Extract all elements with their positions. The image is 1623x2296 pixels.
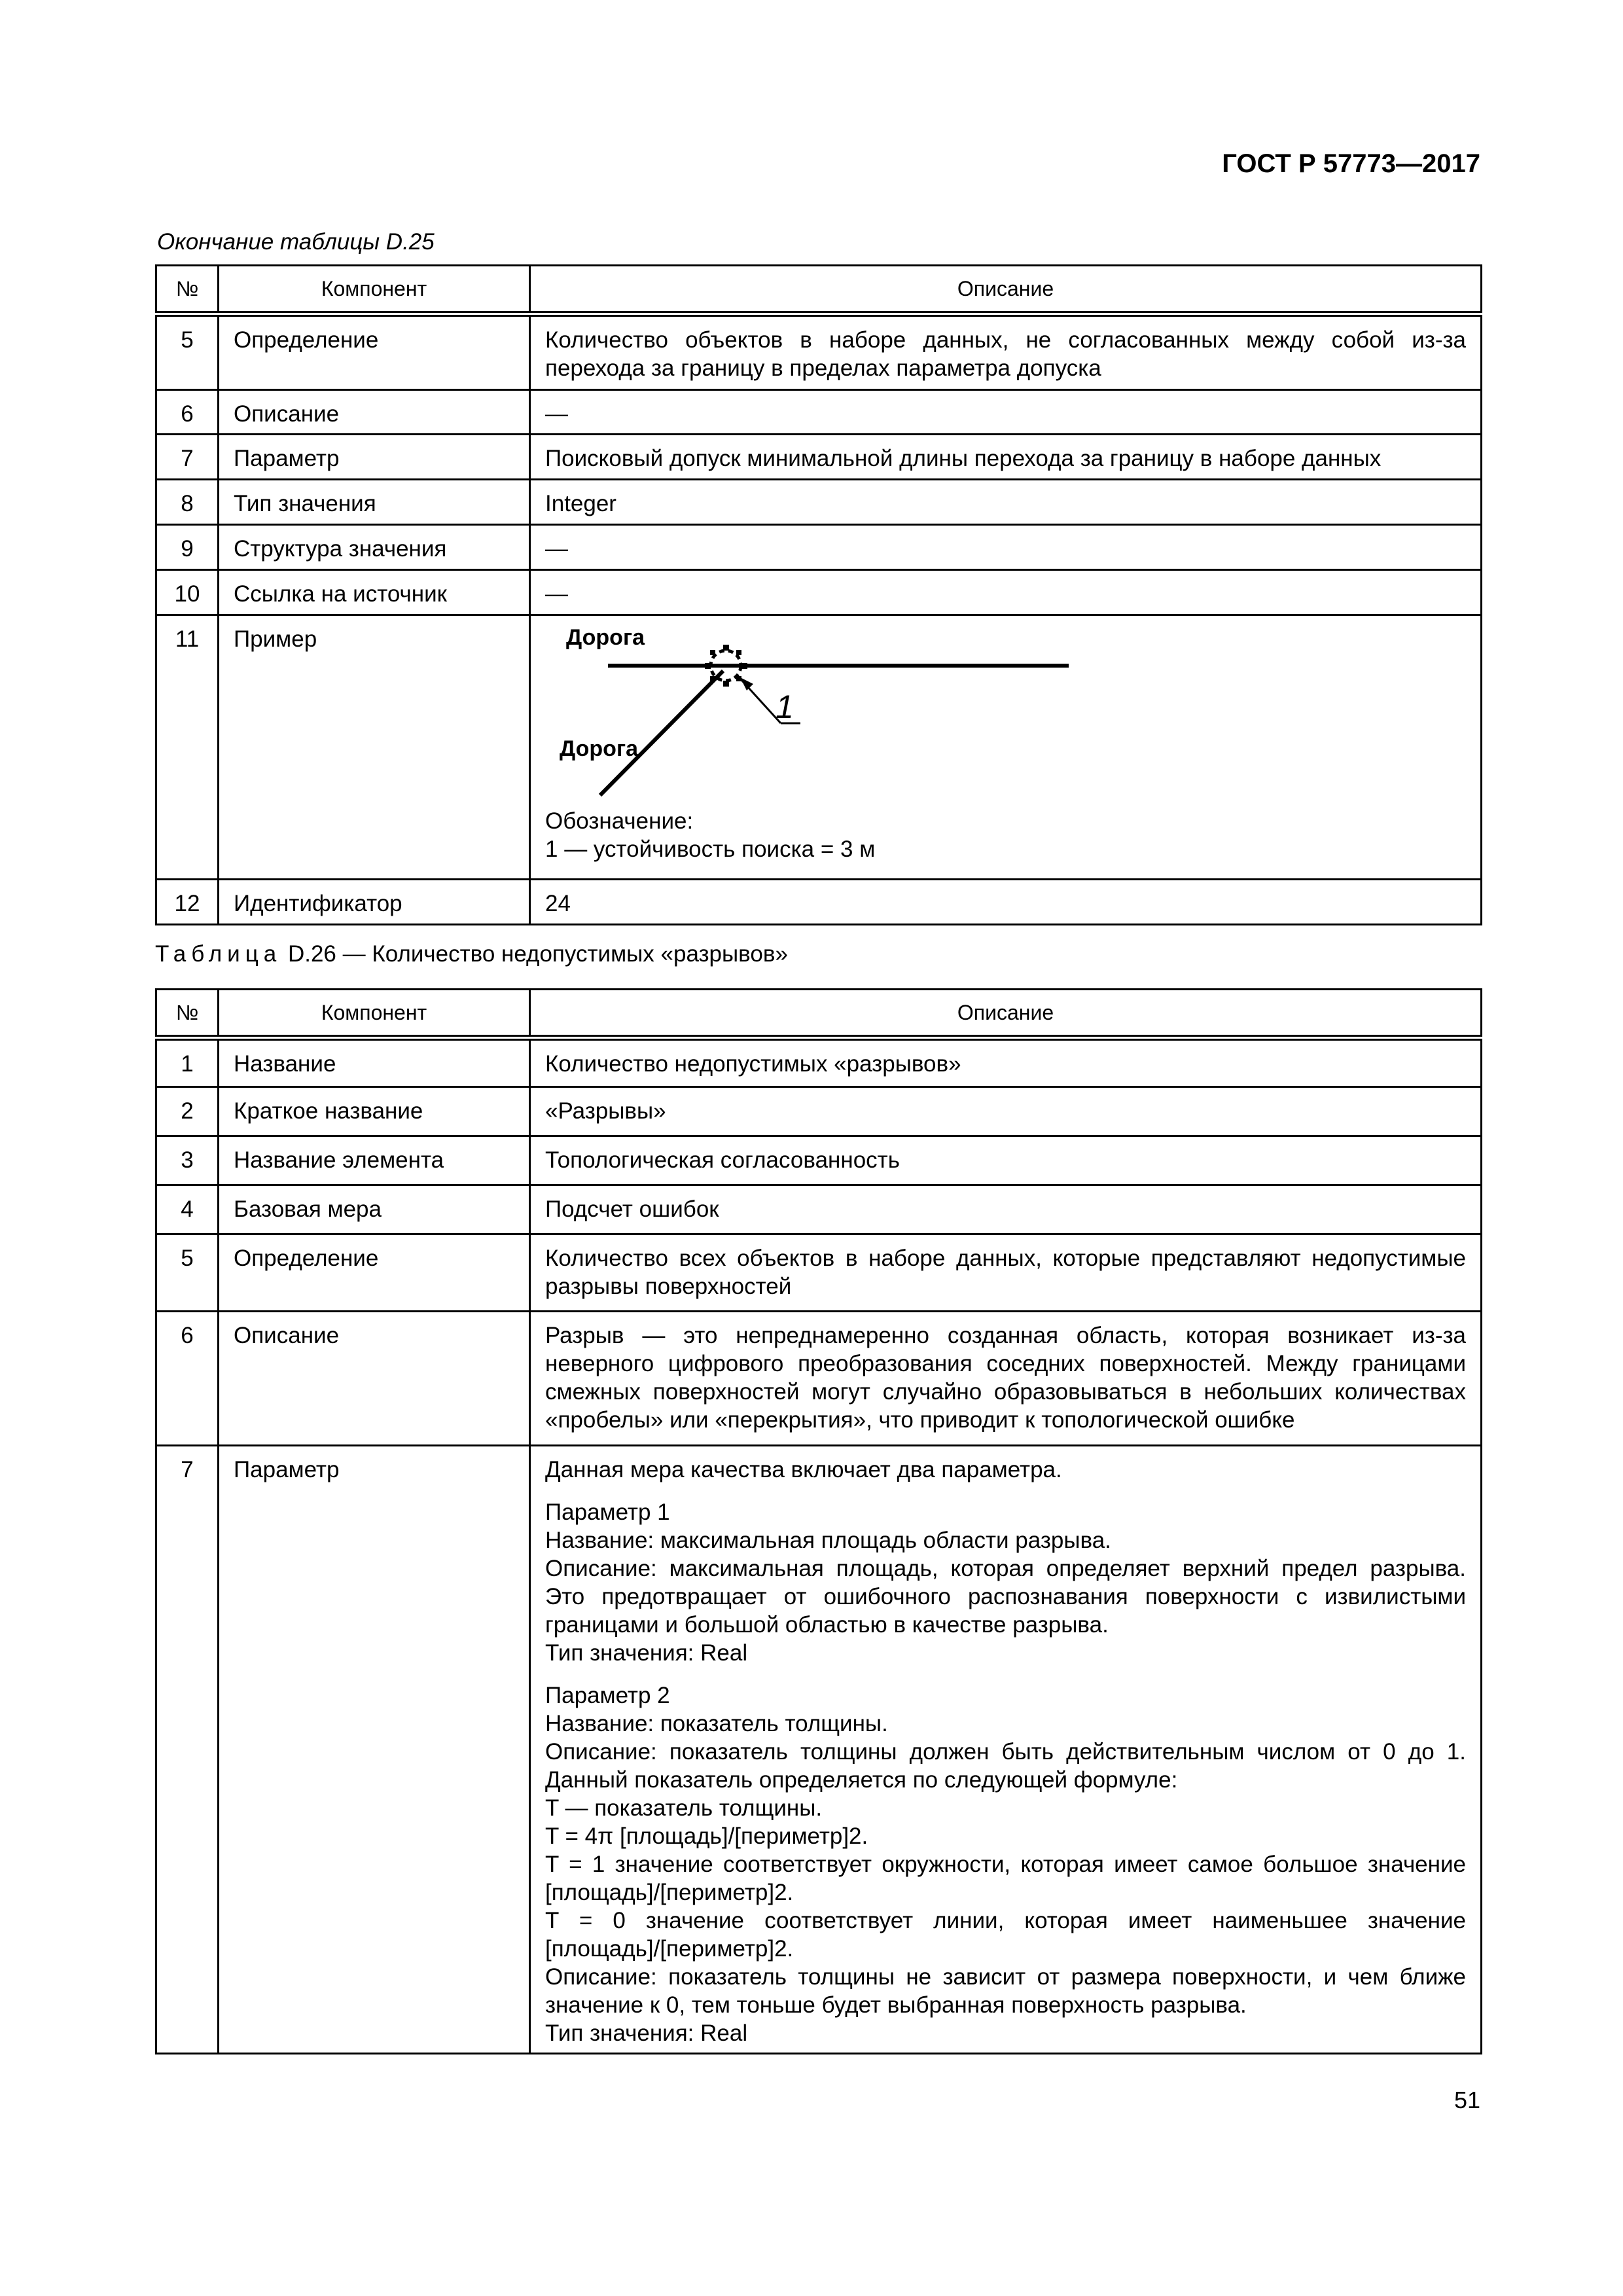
row-description: Топологическая согласованность bbox=[530, 1136, 1482, 1185]
row-description: Integer bbox=[530, 480, 1482, 525]
callout-number: 1 bbox=[776, 689, 794, 725]
table-row bbox=[156, 1446, 1482, 2054]
text-line: Описание: показатель толщины не зависит от размера поверхности, и чем ближе значение к 0, тем тоньше будет выбранная поверхность разрыва. bbox=[545, 1964, 1466, 2018]
col-header-description: Описание bbox=[530, 990, 1482, 1038]
row-component: Название bbox=[219, 1038, 530, 1087]
col-header-num: № bbox=[156, 990, 219, 1038]
row-component: Параметр bbox=[219, 435, 530, 480]
text-line: T = 1 значение соответствует окружности, которая имеет самое большое значение [площадь]/[периметр]2. bbox=[545, 1852, 1466, 1905]
col-header-component: Компонент bbox=[219, 266, 530, 314]
parameter-2-block bbox=[545, 1681, 1466, 2047]
row-num: 10 bbox=[156, 570, 219, 615]
col-header-description: Описание bbox=[530, 266, 1482, 314]
row-num: 5 bbox=[156, 1234, 219, 1312]
row-description: 24 bbox=[530, 880, 1482, 925]
table-d26 bbox=[155, 988, 1482, 2054]
road-label-top: Дорога bbox=[566, 625, 645, 650]
table2-caption bbox=[155, 941, 788, 967]
text-line: Тип значения: Real bbox=[545, 2020, 748, 2046]
row-num: 11 bbox=[156, 615, 219, 880]
row-description: Поисковый допуск минимальной длины перехода за границу в наборе данных bbox=[530, 435, 1482, 480]
text-line: Название: показатель толщины. bbox=[545, 1711, 888, 1736]
row-num: 3 bbox=[156, 1136, 219, 1185]
table-row bbox=[156, 1087, 1482, 1136]
parameter-intro: Данная мера качества включает два параметра. bbox=[545, 1457, 1062, 1482]
row-component: Название элемента bbox=[219, 1136, 530, 1185]
row-num: 2 bbox=[156, 1087, 219, 1136]
row-num: 5 bbox=[156, 314, 219, 390]
table-d25-end bbox=[155, 264, 1482, 925]
table-row bbox=[156, 1312, 1482, 1446]
row-component: Идентификатор bbox=[219, 880, 530, 925]
row-num: 9 bbox=[156, 525, 219, 570]
table2-caption-prefix: Таблица bbox=[155, 941, 282, 967]
row-num: 12 bbox=[156, 880, 219, 925]
table2-caption-text: D.26 — Количество недопустимых «разрывов» bbox=[281, 941, 788, 967]
legend-title: Обозначение: bbox=[545, 808, 694, 834]
row-component: Определение bbox=[219, 314, 530, 390]
row-component: Тип значения bbox=[219, 480, 530, 525]
table-row bbox=[156, 570, 1482, 615]
row-num: 7 bbox=[156, 1446, 219, 2054]
road-line-diagonal bbox=[600, 671, 723, 795]
text-line: T = 0 значение соответствует линии, которая имеет наименьшее значение [площадь]/[периметр]2. bbox=[545, 1908, 1466, 1962]
text-line: Название: максимальная площадь области разрыва. bbox=[545, 1528, 1111, 1553]
table-header-row bbox=[156, 266, 1482, 314]
row-num: 6 bbox=[156, 390, 219, 435]
row-description: «Разрывы» bbox=[530, 1087, 1482, 1136]
row-component: Базовая мера bbox=[219, 1185, 530, 1234]
text-line: Параметр 2 bbox=[545, 1683, 670, 1708]
table-row bbox=[156, 525, 1482, 570]
row-description: Количество всех объектов в наборе данных, которые представляют недопустимые разрывы поверхностей bbox=[530, 1234, 1482, 1312]
document-header: ГОСТ Р 57773—2017 bbox=[1222, 149, 1480, 178]
row-description: Разрыв — это непреднамеренно созданная область, которая возникает из-за неверного цифрового преобразования соседних поверхностей. Между границами смежных поверхностей могут случайно образовываться в небольших количествах «пробелы» или «перекрытия», что приводит к топологической ошибке bbox=[530, 1312, 1482, 1446]
table-row bbox=[156, 615, 1482, 880]
text-line: Описание: показатель толщины должен быть действительным числом от 0 до 1. Данный показатель определяется по следующей формуле: bbox=[545, 1739, 1466, 1793]
parameter-1-block bbox=[545, 1498, 1466, 1667]
diagram-svg bbox=[545, 620, 1330, 807]
text-line: Параметр 1 bbox=[545, 1499, 670, 1525]
row-component: Пример bbox=[219, 615, 530, 880]
parameter-description bbox=[530, 1446, 1482, 2054]
table-row bbox=[156, 1234, 1482, 1312]
table-row bbox=[156, 480, 1482, 525]
row-component: Структура значения bbox=[219, 525, 530, 570]
table-row bbox=[156, 880, 1482, 925]
text-line: Описание: максимальная площадь, которая определяет верхний предел разрыва. Это предотвращает от ошибочного распознавания поверхности с извилистыми границами и большой областью в качестве разрыва. bbox=[545, 1556, 1466, 1638]
row-num: 8 bbox=[156, 480, 219, 525]
row-description: Количество объектов в наборе данных, не согласованных между собой из-за перехода за границу в пределах параметра допуска bbox=[530, 314, 1482, 390]
row-num: 6 bbox=[156, 1312, 219, 1446]
road-overshoot-diagram bbox=[545, 620, 1466, 807]
table-row bbox=[156, 1185, 1482, 1234]
row-description: — bbox=[530, 525, 1482, 570]
table-row bbox=[156, 390, 1482, 435]
table-row bbox=[156, 1038, 1482, 1087]
row-num: 7 bbox=[156, 435, 219, 480]
table-row bbox=[156, 435, 1482, 480]
row-component: Описание bbox=[219, 390, 530, 435]
row-num: 4 bbox=[156, 1185, 219, 1234]
text-line: T = 4π [площадь]/[периметр]2. bbox=[545, 1823, 868, 1849]
row-description: Количество недопустимых «разрывов» bbox=[530, 1038, 1482, 1087]
row-component: Описание bbox=[219, 1312, 530, 1446]
text-line: Тип значения: Real bbox=[545, 1640, 748, 1666]
row-description: — bbox=[530, 570, 1482, 615]
legend-item: 1 — устойчивость поиска = 3 м bbox=[545, 836, 876, 862]
table-row bbox=[156, 1136, 1482, 1185]
row-component: Параметр bbox=[219, 1446, 530, 2054]
row-description: Подсчет ошибок bbox=[530, 1185, 1482, 1234]
table1-caption: Окончание таблицы D.25 bbox=[157, 229, 435, 255]
table-header-row bbox=[156, 990, 1482, 1038]
example-cell bbox=[530, 615, 1482, 880]
row-description: — bbox=[530, 390, 1482, 435]
row-component: Краткое название bbox=[219, 1087, 530, 1136]
table-row bbox=[156, 314, 1482, 390]
page-number: 51 bbox=[1454, 2087, 1480, 2113]
row-component: Ссылка на источник bbox=[219, 570, 530, 615]
col-header-num: № bbox=[156, 266, 219, 314]
road-label-bottom: Дорога bbox=[560, 736, 639, 761]
col-header-component: Компонент bbox=[219, 990, 530, 1038]
row-component: Определение bbox=[219, 1234, 530, 1312]
row-num: 1 bbox=[156, 1038, 219, 1087]
text-line: T — показатель толщины. bbox=[545, 1795, 823, 1821]
